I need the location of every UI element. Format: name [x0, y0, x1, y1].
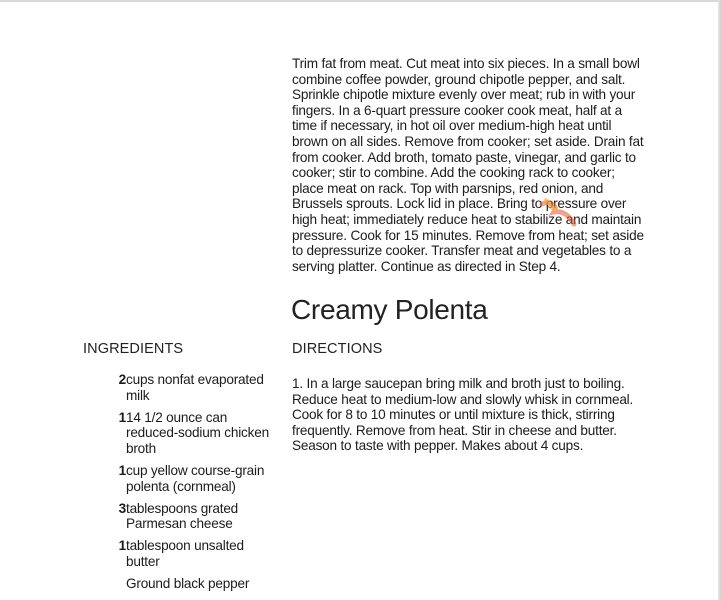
previous-recipe-directions: Trim fat from meat. Cut meat into six pieces. In a small bowl combine coffee powder, ground chipotle pepper, and salt. Sprinkle chipotle mixture evenly over meat; rub in with your fingers. In a 6-quart pressure cooker cook meat, half at a time if necessary, in hot oil over medium-high heat until brown on all sides. Remove from cooker; set aside. Drain fat from cooker. Add broth, tomato paste, vinegar, and garlic to cooker; stir to combine. Add the cooking rack to cooker; place meat on rack. Top with parsnips, red onion, and Brussels sprouts. Lock lid in place. Bring to pressure over high heat; immediately reduce heat to stabilize and maintain pressure. Cook for 15 minutes. Remove from heat; set aside to depressurize cooker. Transfer meat and vegetables to a serving platter. Continue as directed in Step 4. — [292, 56, 644, 274]
directions-heading: DIRECTIONS — [292, 341, 383, 357]
ingredient-quantity: 1 — [118, 462, 126, 478]
ingredient-description: 14 1/2 ounce can reduced-sodium chicken broth — [126, 409, 269, 456]
ingredient-item — [104, 538, 284, 569]
ingredient-description: cups nonfat evaporated milk — [126, 372, 264, 403]
ingredients-list — [104, 372, 284, 598]
ingredient-quantity: 1 — [118, 538, 126, 554]
ingredient-item — [104, 501, 284, 532]
ingredient-item — [104, 410, 284, 457]
ingredient-description: Ground black pepper — [126, 576, 250, 592]
directions-text: 1. In a large saucepan bring milk and broth just to boiling. Reduce heat to medium-low and slowly whisk in cornmeal. Cook for 8 to 10 minutes or until mixture is thick, stirring frequently. Remove from heat. Stir in cheese and butter. Season to taste with pepper. Makes about 4 cups. — [292, 376, 634, 454]
recipe-title: Creamy Polenta — [291, 294, 488, 325]
ingredient-quantity: 1 — [118, 409, 126, 425]
ingredient-item — [104, 463, 284, 494]
ingredients-heading: INGREDIENTS — [83, 341, 184, 357]
ingredient-description: cup yellow course-grain polenta (cornmeal) — [126, 462, 265, 494]
ingredient-item — [104, 372, 284, 403]
ingredient-description: tablespoons grated Parmesan cheese — [126, 500, 239, 532]
ingredient-item — [104, 576, 284, 592]
ingredient-quantity: 2 — [118, 372, 126, 387]
page-top-edge — [0, 0, 721, 2]
ingredient-description: tablespoon unsalted butter — [126, 538, 244, 569]
ingredient-quantity: 3 — [118, 500, 126, 516]
